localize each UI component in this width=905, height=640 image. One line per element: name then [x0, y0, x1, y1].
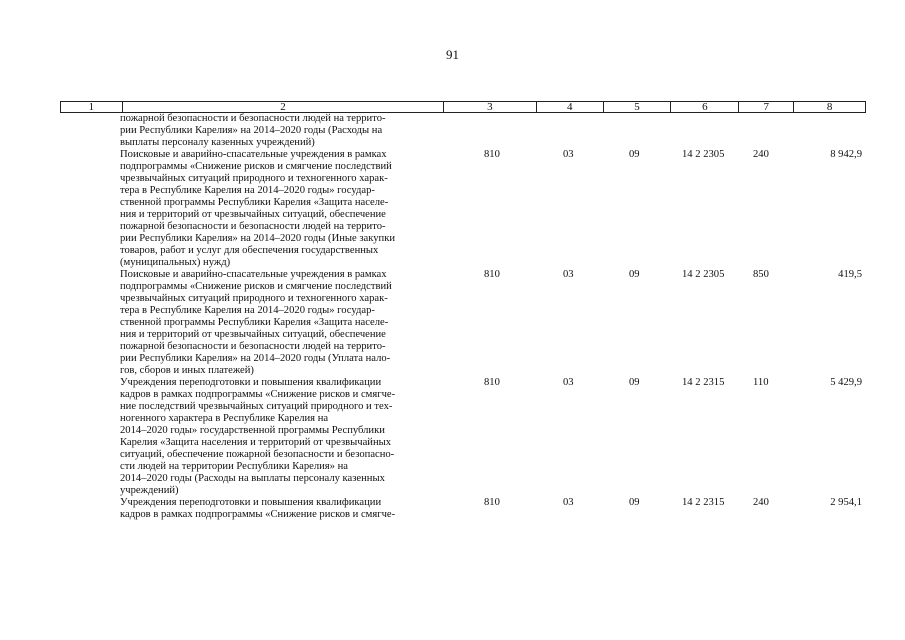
cell-amount: 2 954,1 — [830, 497, 862, 508]
header-col-6: 6 — [671, 102, 739, 112]
cell-amount: 419,5 — [838, 269, 862, 280]
cell-admin-code: 810 — [484, 377, 500, 388]
header-col-5: 5 — [604, 102, 672, 112]
row-description: Учреждения переподготовки и повышения квалификации кадров в рамках подпрограммы «Снижение рисков и смягче- — [120, 497, 396, 520]
row-description: Учреждения переподготовки и повышения квалификации кадров в рамках подпрограммы «Снижение рисков и смягче- ние последствий чрезвычайных ситуаций природного и тех- ногенного характера в Республике Карелия на 2014–2020 годы» государственной программы Республики Карелия «Защита населения и территорий от чрезвычайных ситуаций, обеспечение пожарной безопасности и безопасно- сти людей на территории Республики Карелия» на 2014–2020 годы (Расходы на выплаты персоналу казенных учреждений) — [120, 377, 396, 496]
header-col-4: 4 — [537, 102, 604, 112]
header-col-8: 8 — [826, 101, 833, 113]
table-body — [0, 113, 905, 521]
cell-subsection: 09 — [629, 149, 640, 160]
cell-subsection: 09 — [629, 377, 640, 388]
row-description: Поисковые и аварийно-спасательные учреждения в рамках подпрограммы «Снижение рисков и смягчение последствий чрезвычайных ситуаций природного и техногенного харак- тера в Республике Карелия на 2014–2020 годы» государ- ственной программы Республики Карелия «Защита населе- ния и территорий от чрезвычайных ситуаций, обеспечение пожарной безопасности и безопасности людей на террито- рии Республики Карелия» на 2014–2020 годы (Иные закупки товаров, работ и услуг для обеспечения государственных (муниципальных) нужд) — [120, 149, 396, 268]
table-row — [0, 149, 905, 269]
cell-target-article: 14 2 2305 — [682, 269, 725, 280]
cell-amount: 5 429,9 — [830, 377, 862, 388]
cell-subsection: 09 — [629, 269, 640, 280]
header-col-7: 7 — [739, 102, 794, 112]
row-description: Поисковые и аварийно-спасательные учреждения в рамках подпрограммы «Снижение рисков и смягчение последствий чрезвычайных ситуаций природного и техногенного харак- тера в Республике Карелия на 2014–2020 годы» государ- ственной программы Республики Карелия «Защита населе- ния и территорий от чрезвычайных ситуаций, обеспечение пожарной безопасности и безопасности людей на террито- рии Республики Карелия» на 2014–2020 годы (Уплата нало- гов, сборов и иных платежей) — [120, 269, 392, 376]
cell-expense-type: 850 — [753, 269, 769, 280]
header-col-2: 2 — [123, 102, 444, 112]
cell-admin-code: 810 — [484, 269, 500, 280]
cell-target-article: 14 2 2315 — [682, 377, 725, 388]
table-row — [0, 113, 905, 149]
cell-amount: 8 942,9 — [830, 149, 862, 160]
cell-section: 03 — [563, 377, 574, 388]
cell-section: 03 — [563, 149, 574, 160]
header-col-3: 3 — [444, 102, 537, 112]
page-number: 91 — [446, 47, 459, 62]
table-row — [0, 377, 905, 497]
cell-section: 03 — [563, 269, 574, 280]
cell-expense-type: 240 — [753, 497, 769, 508]
cell-expense-type: 110 — [753, 377, 769, 388]
header-col-1: 1 — [61, 102, 123, 112]
table-header — [60, 101, 866, 113]
table-row — [0, 269, 905, 377]
cell-admin-code: 810 — [484, 497, 500, 508]
cell-target-article: 14 2 2305 — [682, 149, 725, 160]
cell-expense-type: 240 — [753, 149, 769, 160]
row-description: пожарной безопасности и безопасности людей на террито- рии Республики Карелия» на 2014–2020 годы (Расходы на выплаты персоналу казенных учреждений) — [120, 113, 386, 148]
cell-section: 03 — [563, 497, 574, 508]
cell-subsection: 09 — [629, 497, 640, 508]
cell-target-article: 14 2 2315 — [682, 497, 725, 508]
cell-admin-code: 810 — [484, 149, 500, 160]
table-row — [0, 497, 905, 521]
